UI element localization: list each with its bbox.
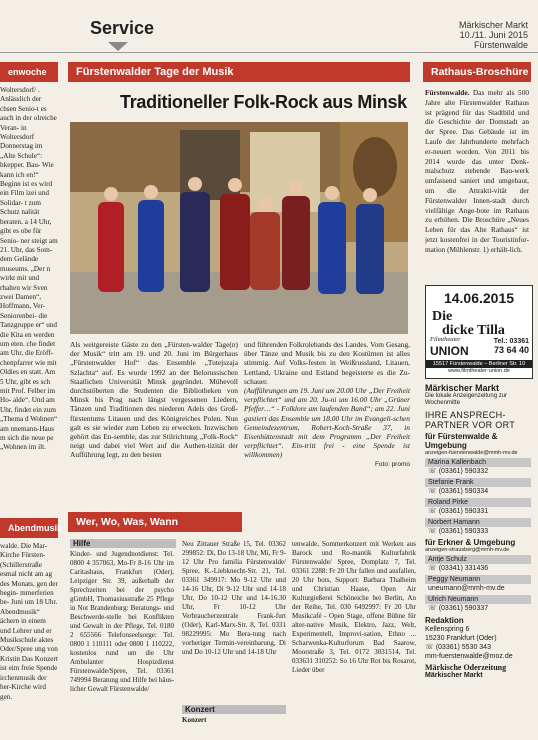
left-column-text: Woltersdorf/ . Anlässlich der chsen Senio-t es auch in der olreiche Veran- in Woltersdorf Donnerstag im „Alte Schule“: hkepper. Bau- Wie kann ich en!“ Beginn ist es wird ein Film izei und Solidar- t zum Schutz nalität beraten. a 14 Uhr, gibt es obe für Senio- ner steigt am 21. Uhr, das Som- dem Gelände museums. „Der n wirkt mit und rhalten wir Sven zwei Damen“, Hoffmann, Ver- Seniorenbei- die Tanzgruppe er“ und die Kita en werden um eten. che findet am Uhr, die Eröff- chenpfarrer wie mit Oldies en statt. Am 5 Uhr, gibt es sch mit Prof. Felber im Ho- alde“. Und am Uhr, findet ein zum „Thema d Wohnen“ am nnemann-Haus m sich die neue pe „Wohnen im ilt. (0, 86, 58, 452)
ad-line1: Die (432, 309, 453, 324)
footer-paper: Märkische Oderzeitung (425, 663, 507, 672)
contact-name-0: Marina Kallenbach (425, 458, 531, 467)
contact-name-1: Stefanie Frank (425, 478, 531, 487)
contact2-tel-2: ☏ (03361) 590337 (428, 605, 489, 612)
edition-city: Fürstenwalde (473, 40, 528, 50)
market-contacts (425, 383, 531, 738)
contact2-name-0: Antje Schulz (425, 555, 531, 564)
hilfe-label: Hilfe (70, 539, 176, 548)
photo-credit: Foto: promo (374, 460, 410, 468)
events-col2b: Konzert (182, 716, 207, 724)
er-email[interactable]: anzeigen-strausberg@mmh-mv.de (425, 547, 510, 553)
left-column-banner: enwoche (0, 62, 58, 82)
contact-tel-2: ☏ (03361) 590331 (428, 508, 489, 515)
ad-tel: 73 64 40 (493, 345, 529, 355)
article-col2: und führenden Folkrolebands des Landes. Vom Gesang, über Tänze und Musik bis zu den Kostümen ist alles stimmig. Auf Volks-festen in Weißrussland, Litauen, Lettland, Ukraine und Estland begeisterte es die Zu-schauer. (244, 340, 410, 386)
article-col2-italic: (Aufführungen am 19. Juni um 20.00 Uhr „Der Freiheit verpflichtet“ und am 20. Ju-ni um 16.00 Uhr „Grüner Pfeffer…“ - Folklore am laufenden Band“; am 22. Juni gastiert das Ensemble um 18.00 Uhr im Evangeli-schen Gemeindezentrum, Robert-Koch-Straße 37, in Eisenhüttenstadt mit dem Programm „Der Freiheit verpflichtet“. Ein-tritt frei - eine Spende ist willkommen) (244, 386, 410, 460)
konzert-label: Konzert (182, 705, 286, 714)
ensemble-photo-illustration (70, 122, 408, 334)
rathaus-text-block (425, 88, 529, 278)
article-banner: Fürstenwalder Tage der Musik (68, 62, 410, 82)
ad-line2: dicke Tilla (442, 323, 505, 338)
events-col1: Kinder- und Jugendnotdienst: Tel. 0800 4 357063, Mo-Fr 8-16 Uhr im Caritashaus, Frankfurt (Oder), Leipziger Str. 39, außerhalb der Sprechzeiten bei der psycho gGmbH, Thomasiusstraße 25 Pflege in Not Brandenburg: Beratungs- und Beschwerde-stelle bei Konflikten und Gewalt in der Pflege, Tel. 0180 2 655566 Telefonseelsorge: Tel. 0800 1 110111 oder 0800 1 110222, kostenlos rund um die Uhr Ambulanter Hospizdienst Fürstenwalde/Spree, Tel. 03361 749994 Beratung und Hilfe bei häus-licher Gewalt Fürstenwalde/ (70, 550, 174, 693)
ad-title (426, 310, 532, 338)
ad-address: 15517 Fürstenwalde – Berliner Str. 10 (426, 360, 532, 368)
redaktion-addr2: 15230 Frankfurt (Oder) (425, 635, 497, 642)
ad-theater: Filmtheater (430, 336, 461, 343)
fw-title: für Fürstenwalde & Umgebung (425, 432, 498, 450)
events-col2: Neu Zittauer Straße 15, Tel. 03362 299852: Di, Do 13-18 Uhr, Mi, Fr 9-12 Uhr Pro familia Fürstenwalde/ Spree, K.-Liebknecht-Str. 21, Tel. 03361 349917: Mo 9-12 Uhr und 14-16 Uhr, Di 9-12 Uhr und 14-18 Uhr, Do 10-12 Uhr und 14-16.30 Uhr, Fr 10-12 Uhr Verbraucherzentrale Frank-furt (Oder), Karl-Marx-Str. 8, Tel. 0331 98229995: Mo Bera-tung nach vorheriger Termin-vereinbarung, Di und Do 10-12 Uhr und 14-18 Uhr (182, 540, 286, 656)
rathaus-lead: Fürstenwalde. (425, 88, 470, 97)
article-photo (70, 122, 408, 334)
redaktion-addr1: Kellenspring 6 (425, 626, 470, 633)
article-col1: Als weitgereiste Gäste zu den „Fürsten-walder Tage(n) der Musik“ tritt am 19. und 20. Juni im Bürgerhaus „Fürstenwalder Hof“ das Ensemble „Tutejszaja Szlachta“ auf. Es wurde 1992 an der Belorussischen Staatlichen Universität Minsk gegründet. Mühevoll durchstöberten die Studenten die Bibliotheken von Minsk bis Prag nach längst vergessenen Liedern, Tänzen und Traditionen des niederen Adels des Groß-fürstentums Litauen und des Königreiches Polen. Nun galt es sie wieder zum Leben zu erwecken. Inzwischen gehört das En-semble, das zur Stilrichtung „Folk-Rock“ neigt und dabei viel Wert auf die Authen-tizität der Aufführung legt, zu den besten (70, 340, 238, 460)
left-column2-banner: Abendmusik (0, 518, 58, 538)
section-marker (108, 42, 128, 51)
events-banner: Wer, Wo, Was, Wann (68, 512, 242, 532)
market-title: Märkischer Markt (425, 383, 500, 393)
page-header (0, 0, 538, 53)
rathaus-banner: Rathaus-Broschüre (423, 62, 531, 82)
contact-tel-0: ☏ (03361) 590332 (428, 468, 489, 475)
rathaus-text: Das mehr als 500 Jahre alte Fürstenwalder Rathaus ist prägend für das Stadtbild und die Geschichte der Domstadt an der Spree. Das Gebäude ist im Laufe der Jahrhunderte mehrfach er-neuert worden. Von 2011 bis 2014 wurde das unter Denk-malschutz stehende Bau-werk umfassend saniert und umgebaut, um die Attrakti-vität der Fürstenwalder Innen-stadt durch vielfältige Ange-bote im Rathaus zu erhöhen. Die Broschüre „Neues Leben für das Alte Rathaus“ ist jetzt kostenfrei in der Touristinfor-mation (Mühlenstr. 1) erhält-lich. (425, 88, 529, 254)
contact2-name-1: Peggy Neumann (425, 575, 531, 584)
contact2-tel-0: ☏ (03341) 331436 (428, 565, 489, 572)
contact-tel-1: ☏ (03361) 590334 (428, 488, 489, 495)
ad-tel-label: Tel.: 03361 (493, 338, 529, 345)
market-subtitle: Die lokale Anzeigenzeitung zur Wochenmitte (425, 393, 508, 406)
article-title: Traditioneller Folk-Rock aus Minsk (120, 92, 407, 112)
market-slogan2: PARTNER VOR ORT (425, 420, 516, 430)
issue-date: 10./11. Juni 2015 (459, 30, 528, 40)
contact-name-3: Norbert Hamann (425, 518, 531, 527)
contact-name-2: Roland Pirke (425, 498, 531, 507)
fw-email[interactable]: anzeigen-fuerstenwalde@mmh-mv.de (425, 450, 518, 456)
events-col3: tenwalde, Sommerkonzert mit Werken aus Barock und Ro-mantik Kulturfabrik Fürstenwalde/ Spree, Domplatz 7, Tel. 03361 2288: Fr 20 Uhr fallen und ausfallen, 20 Uhr bots, Support: Barbara Thalheim und Christian Haase, Open Air Kulturgießerei Schöneiche bei Berlin, An der Reihe, Tel. 030 6492997: Fr 20 Uhr Musikcafé - Open Stage, offene Bühne für alter-native Musik, Elektro, Jazz, Welt, Experimentell, Improvi-sation, Ethno ... Scharwenka-Kulturforum Bad Saarow, Moorstraße 3, Tel. 0172 3031514, Tel. 033631 310252: So 16 Uhr Rot bis Rosarot, Lieder über (292, 540, 416, 674)
paper-name: Märkischer Markt (458, 20, 528, 30)
redaktion-addr3: ☏ (03361) 5530 343 (425, 644, 491, 651)
redaktion-title: Redaktion (425, 616, 464, 625)
contact2-tel-1: uneumann@mmh-mv.de (428, 585, 505, 592)
ad-web[interactable]: www.filmtheater-union.de (448, 368, 510, 374)
ad-phone (494, 338, 529, 355)
er-title: für Erkner & Umgebung (425, 538, 516, 547)
footer-paper2: Märkischer Markt (425, 672, 483, 679)
contact2-name-2: Ulrich Neumann (425, 595, 531, 604)
market-slogan1: IHRE ANSPRECH- (425, 410, 506, 420)
article-col2-wrap (244, 340, 410, 490)
ad-union: UNION (430, 344, 469, 358)
ad-date: 14.06.2015 (443, 290, 515, 306)
section-title: Service (90, 18, 155, 38)
header-meta (459, 20, 528, 50)
redaktion-addr4[interactable]: mm-fuerstenwalde@moz.de (425, 653, 513, 660)
left-column2-text: walde. Die Mar- Kirche Fürsten- (Schillerstraße esmal nicht am ag des Monats, gen der begin- mmerferien be- Juni um 18 Uhr. Abendmusik“ ächern in einem und Lehrer und er Musikschule aktes Oder/Spree ung von Kristin Das Konzert ist eim freie Spende irchenmusik der her-Kirche wird gen. (0, 542, 58, 701)
cinema-ad[interactable] (425, 285, 533, 379)
contact-tel-3: ☏ (03361) 590333 (428, 528, 489, 535)
